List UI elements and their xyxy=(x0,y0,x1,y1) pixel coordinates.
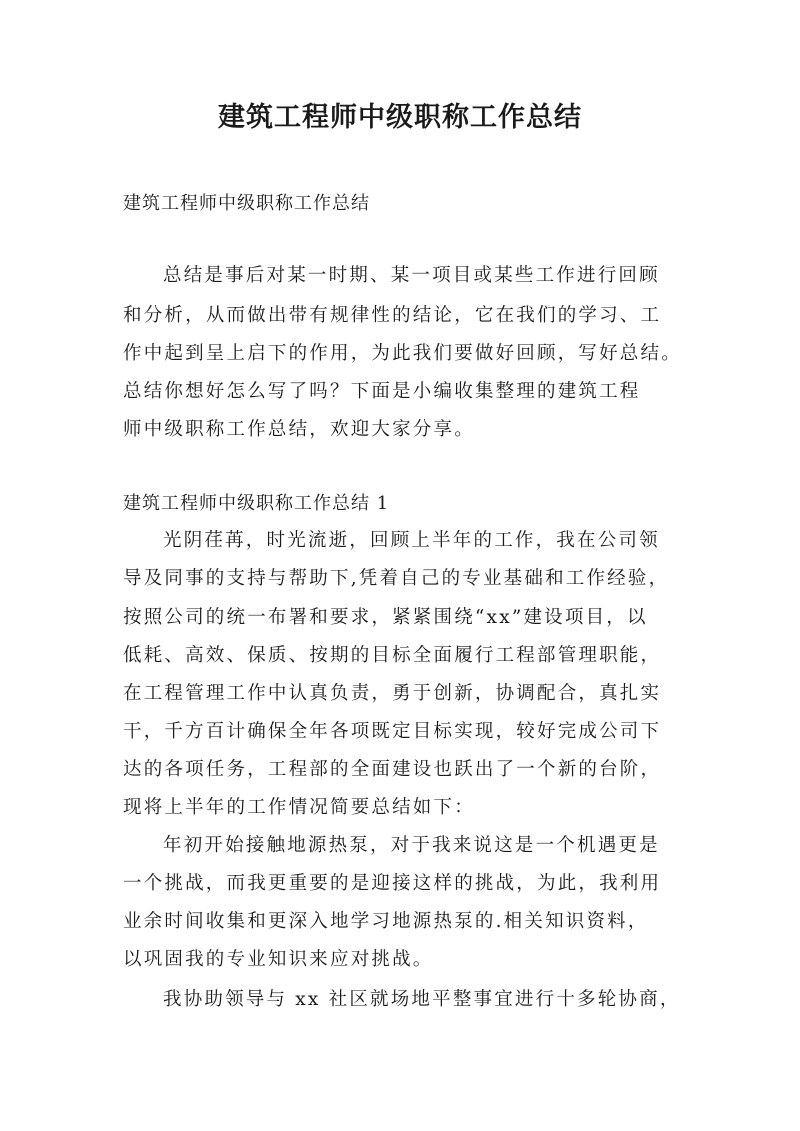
para2-line: 一个挑战，而我更重要的是迎接这样的挑战，为此，我利用 xyxy=(123,873,662,894)
document-title: 建筑工程师中级职称工作总结 xyxy=(218,102,582,133)
section-heading: 建筑工程师中级职称工作总结 1 xyxy=(123,493,390,514)
para1-line: 干，千方百计确保全年各项既定目标实现，较好完成公司下 xyxy=(123,721,662,742)
para2-line: 以巩固我的专业知识来应对挑战。 xyxy=(123,949,434,970)
para1-line: 光阴荏苒，时光流逝，回顾上半年的工作，我在公司领 xyxy=(163,530,660,551)
intro-line: 总结你想好怎么写了吗？下面是小编收集整理的建筑工程 xyxy=(123,381,641,402)
para3-line: 我协助领导与 xx 社区就场地平整事宜进行十多轮协商， xyxy=(163,989,681,1010)
intro-line: 作中起到呈上启下的作用，为此我们要做好回顾，写好总结。 xyxy=(123,343,682,364)
para1-line: 在工程管理工作中认真负责，勇于创新，协调配合，真扎实 xyxy=(123,683,662,704)
intro-line: 总结是事后对某一时期、某一项目或某些工作进行回顾 xyxy=(163,265,660,286)
para2-line: 业余时间收集和更深入地学习地源热泵的.相关知识资料， xyxy=(123,911,649,932)
document-subtitle: 建筑工程师中级职称工作总结 xyxy=(123,193,370,214)
para2-line: 年初开始接触地源热泵，对于我来说这是一个机遇更是 xyxy=(163,835,660,856)
para1-line: 达的各项任务，工程部的全面建设也跃出了一个新的台阶， xyxy=(123,759,662,780)
para1-line: 低耗、高效、保质、按期的目标全面履行工程部管理职能， xyxy=(123,645,662,666)
para1-line: 按照公司的统一布署和要求，紧紧围绕“xx”建设项目，以 xyxy=(123,607,648,628)
para1-line: 现将上半年的工作情况简要总结如下： xyxy=(123,797,475,818)
intro-line: 师中级职称工作总结，欢迎大家分享。 xyxy=(123,419,475,440)
intro-line: 和分析，从而做出带有规律性的结论，它在我们的学习、工 xyxy=(123,305,662,326)
para1-line: 导及同事的支持与帮助下,凭着自己的专业基础和工作经验， xyxy=(123,568,670,589)
